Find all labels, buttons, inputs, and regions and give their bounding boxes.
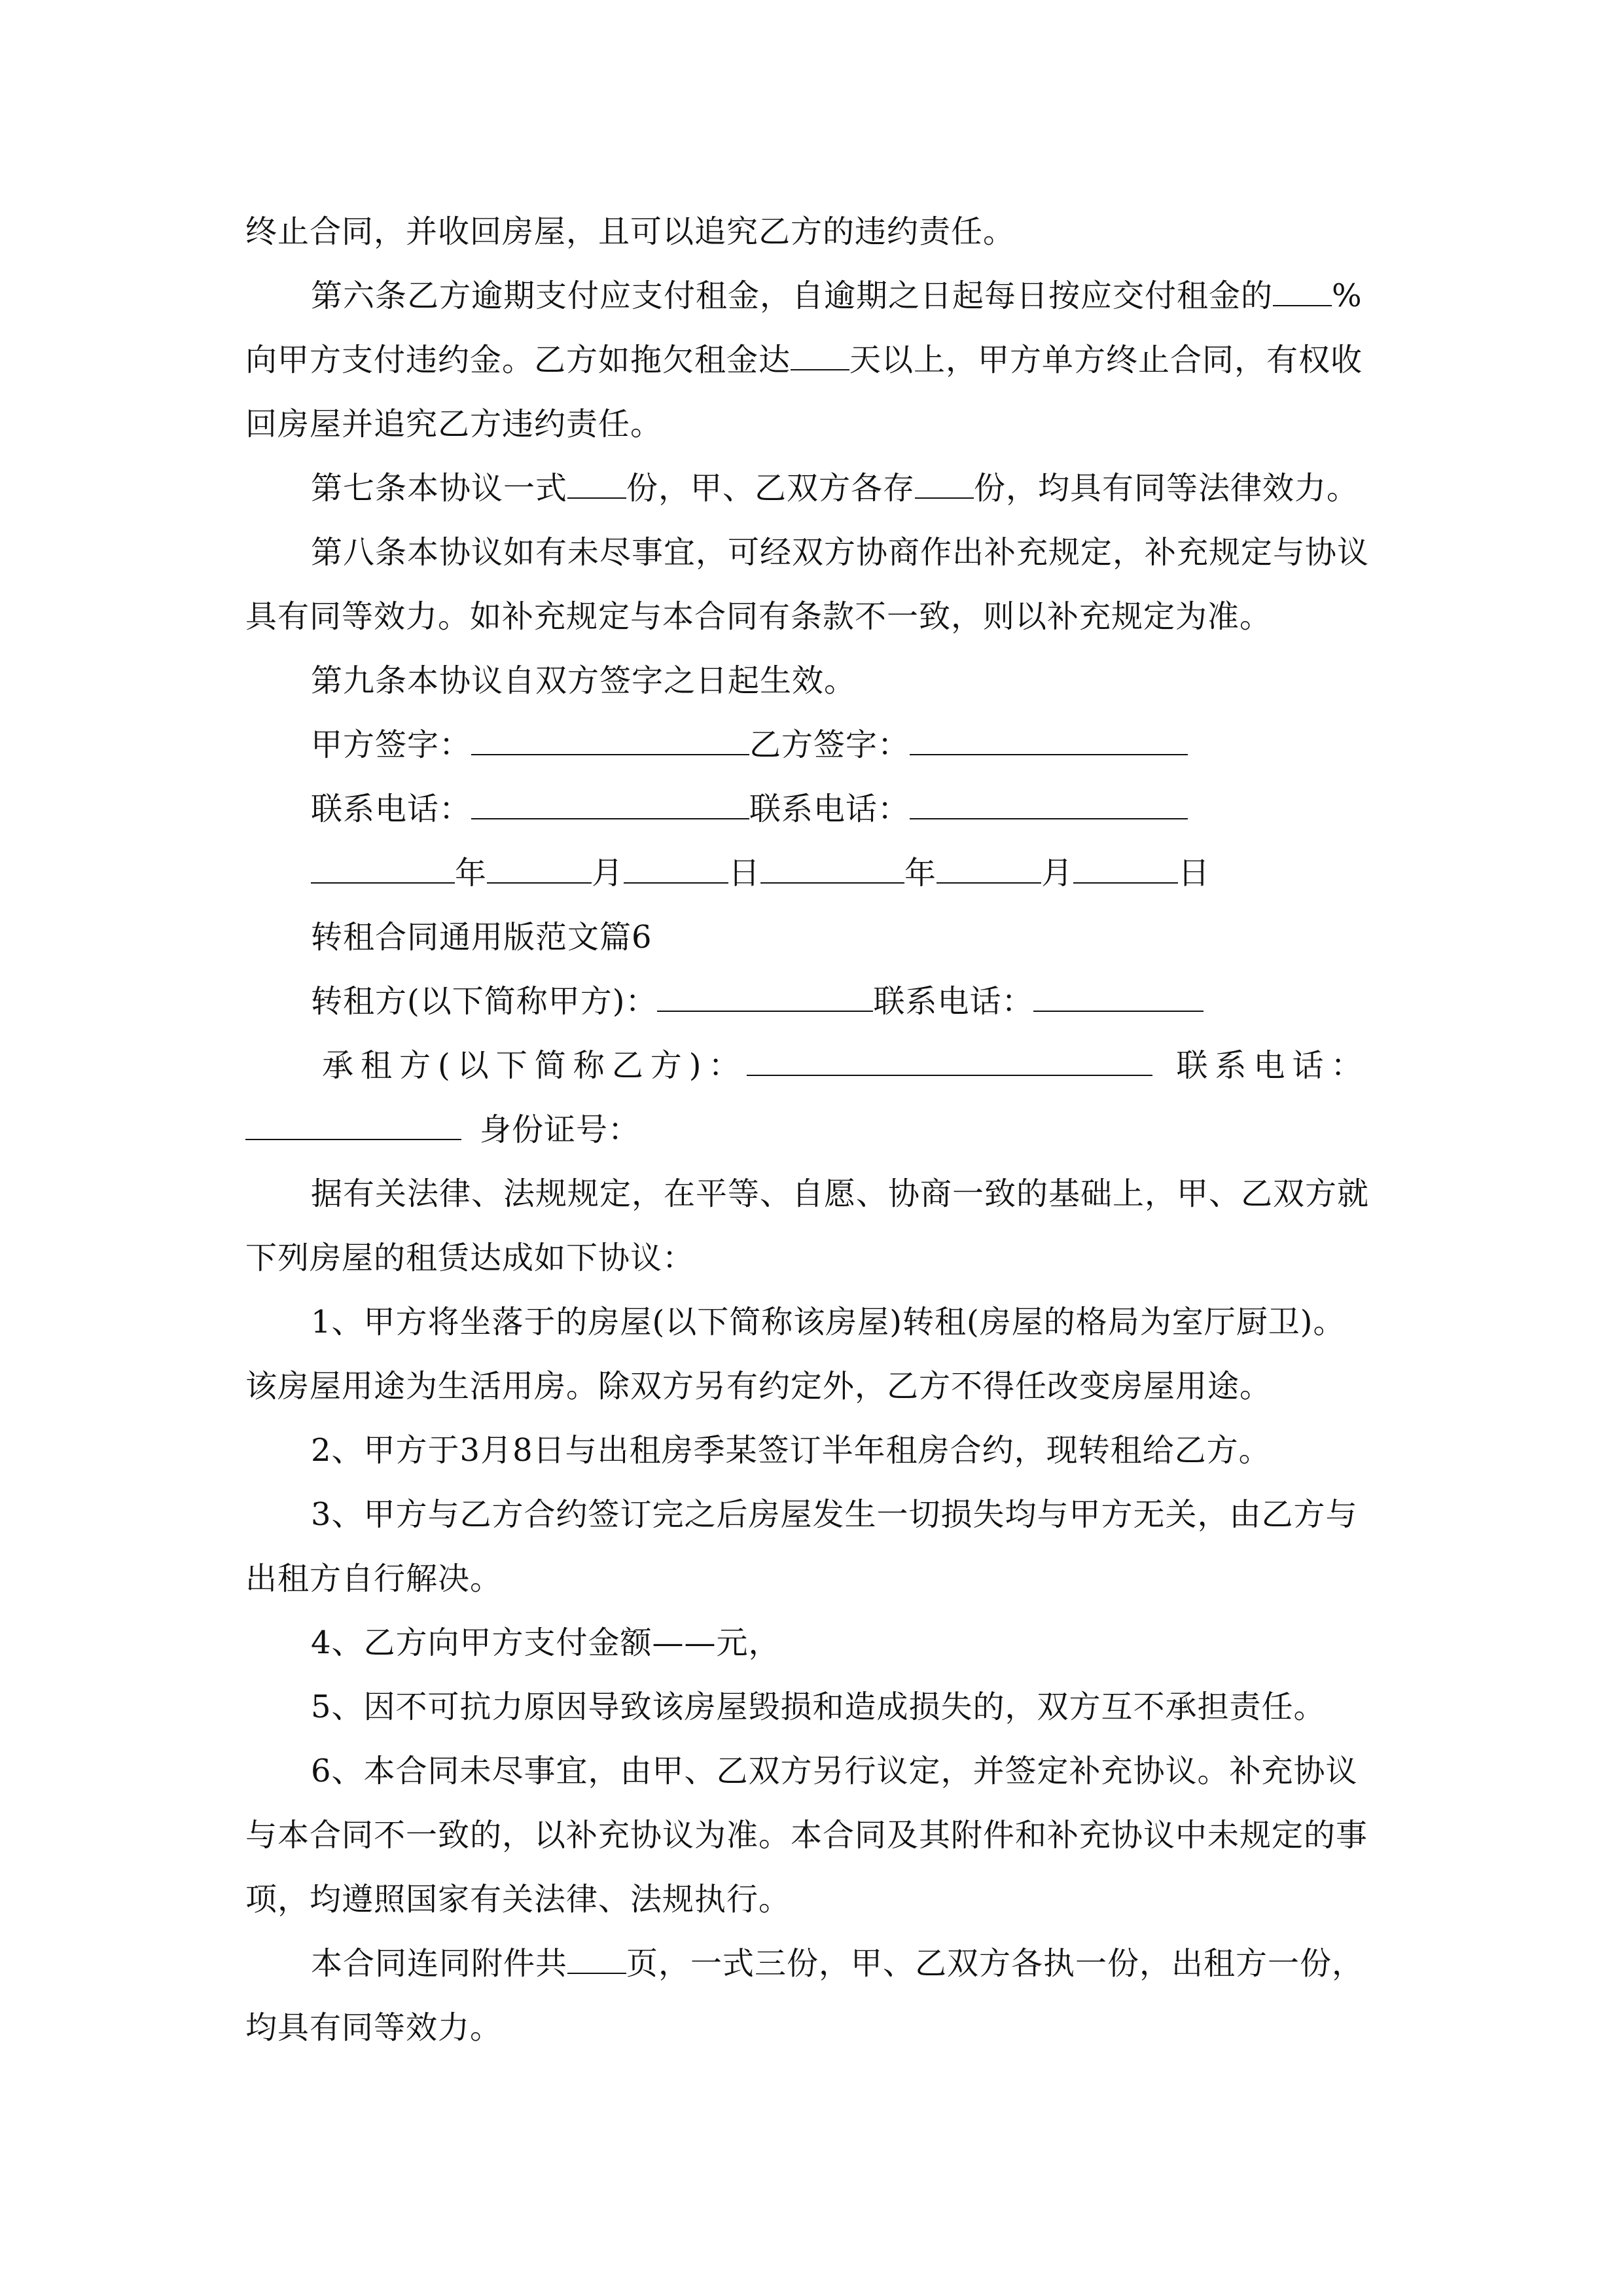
paragraph-line	[245, 1878, 791, 1920]
paragraph-line	[245, 211, 1015, 253]
text-segment: 第八条本协议如有未尽事宜，可经双方协商作出补充规定，补充规定与协议	[311, 534, 1370, 571]
text-segment: 联系电话：	[749, 791, 910, 827]
text-segment: 份，甲、乙双方各存	[626, 470, 916, 507]
text-segment: 5、因不可抗力原因导致该房屋毁损和造成损失的，双方互不承担责任。	[311, 1689, 1326, 1725]
paragraph-line	[311, 1301, 1345, 1343]
text-segment: 天以上，甲方单方终止合同，有权收	[849, 342, 1363, 378]
signature-blank	[471, 724, 749, 755]
text-segment: %	[1332, 278, 1363, 314]
text-segment: 联系电话：	[1176, 1047, 1370, 1084]
phone-blank	[471, 788, 749, 819]
party-blank	[657, 980, 873, 1012]
phone-blank	[1033, 980, 1204, 1012]
text-segment: 2、甲方于3月8日与出租房季某签订半年租房合约，现转租给乙方。	[311, 1432, 1271, 1469]
text-segment: 转租方(以下简称甲方)：	[311, 983, 658, 1020]
text-segment: 身份证号：	[480, 1111, 641, 1148]
paragraph-line	[311, 1429, 1271, 1471]
paragraph-line	[311, 1750, 1358, 1792]
text-segment: 年	[904, 855, 937, 891]
paragraph-line	[245, 403, 662, 445]
party-blank	[747, 1045, 1152, 1076]
text-segment: 向甲方支付违约金。乙方如拖欠租金达	[245, 342, 791, 378]
text-segment: 承租方(以下简称乙方)：	[322, 1047, 747, 1084]
text-segment: 甲方签字：	[311, 726, 472, 763]
text-segment: 乙方签字：	[749, 726, 910, 763]
phone-line	[311, 788, 1188, 830]
text-segment: 月	[592, 855, 624, 891]
paragraph-line	[311, 531, 1369, 573]
fill-blank	[791, 339, 849, 370]
text-segment: 与本合同不一致的，以补充协议为准。本合同及其附件和补充协议中未规定的事	[245, 1817, 1368, 1854]
text-segment: 1、甲方将坐落于的房屋(以下简称该房屋)转租(房屋的格局为室厅厨卫)。	[311, 1304, 1346, 1340]
text-segment: 第六条乙方逾期支付应支付租金，自逾期之日起每日按应交付租金的	[311, 278, 1274, 314]
text-segment: 具有同等效力。如补充规定与本合同有条款不一致，则以补充规定为准。	[245, 598, 1272, 635]
text-segment: 本合同连同附件共	[311, 1945, 568, 1982]
paragraph-line	[311, 1494, 1358, 1535]
signature-line	[311, 724, 1188, 766]
id-line	[245, 1109, 640, 1151]
text-segment: 4、乙方向甲方支付金额——元，	[311, 1624, 781, 1661]
text-segment: 日	[728, 855, 761, 891]
paragraph-line	[245, 1558, 502, 1600]
section-title	[311, 916, 652, 958]
party-line	[322, 1045, 1369, 1086]
text-segment: 第九条本协议自双方签字之日起生效。	[311, 662, 857, 699]
text-segment: 3、甲方与乙方合约签订完之后房屋发生一切损失均与甲方无关，由乙方与	[311, 1496, 1358, 1533]
paragraph-line	[311, 660, 856, 702]
paragraph-line	[311, 1173, 1369, 1215]
text-segment: 终止合同，并收回房屋，且可以追究乙方的违约责任。	[245, 213, 1016, 250]
id-blank	[245, 1109, 461, 1140]
text-segment: 出租方自行解决。	[245, 1560, 503, 1597]
text-segment: 页，一式三份，甲、乙双方各执一份，出租方一份，	[626, 1945, 1364, 1982]
text-segment: 均具有同等效力。	[245, 2009, 503, 2046]
date-blank	[1073, 852, 1178, 884]
text-segment: 6、本合同未尽事宜，由甲、乙双方另行议定，并签定补充协议。补充协议	[311, 1753, 1358, 1789]
fill-blank	[915, 467, 974, 499]
paragraph-line	[245, 1365, 1272, 1407]
paragraph-line	[245, 1814, 1368, 1856]
text-segment: 年	[455, 855, 488, 891]
fill-blank	[1273, 275, 1332, 306]
paragraph-line	[311, 275, 1363, 317]
text-segment: 回房屋并追究乙方违约责任。	[245, 406, 663, 442]
signature-blank	[910, 724, 1188, 755]
text-segment: 联系电话：	[311, 791, 472, 827]
text-segment: 第七条本协议一式	[311, 470, 568, 507]
paragraph-line	[311, 1686, 1326, 1728]
text-segment: 联系电话：	[873, 983, 1034, 1020]
fill-blank	[567, 467, 626, 499]
date-line	[311, 852, 1210, 894]
paragraph-line	[311, 1943, 1364, 1984]
text-segment: 项，均遵照国家有关法律、法规执行。	[245, 1881, 791, 1918]
paragraph-line	[311, 467, 1359, 509]
date-blank	[936, 852, 1041, 884]
text-segment: 转租合同通用版范文篇6	[311, 919, 652, 956]
paragraph-line	[245, 2007, 502, 2049]
party-line	[311, 980, 1204, 1022]
text-segment: 日	[1178, 855, 1211, 891]
date-blank	[487, 852, 592, 884]
text-segment: 份，均具有同等法律效力。	[974, 470, 1359, 507]
text-segment: 下列房屋的租赁达成如下协议：	[245, 1240, 695, 1276]
date-blank	[760, 852, 904, 884]
fill-blank	[567, 1943, 626, 1974]
date-blank	[624, 852, 728, 884]
paragraph-line	[311, 1622, 781, 1664]
paragraph-line	[245, 1237, 694, 1279]
text-segment: 据有关法律、法规规定，在平等、自愿、协商一致的基础上，甲、乙双方就	[311, 1175, 1370, 1212]
phone-blank	[910, 788, 1188, 819]
paragraph-line	[245, 596, 1272, 637]
text-segment: 月	[1041, 855, 1074, 891]
paragraph-line	[245, 339, 1363, 381]
text-segment: 该房屋用途为生活用房。除双方另有约定外，乙方不得任改变房屋用途。	[245, 1368, 1272, 1405]
date-blank	[311, 852, 455, 884]
